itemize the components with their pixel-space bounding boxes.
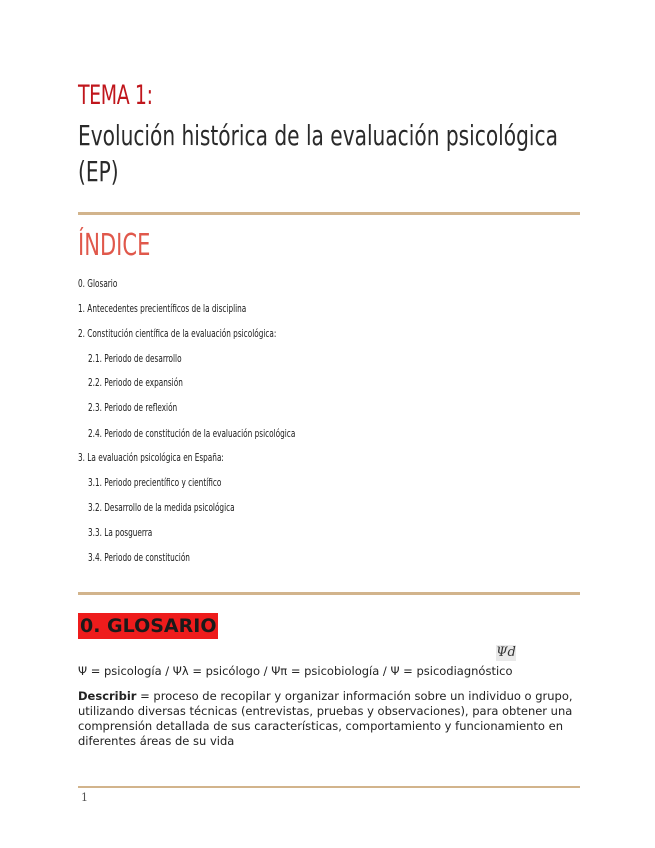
tema-label: TEMA 1: — [78, 80, 153, 111]
divider-top — [78, 212, 580, 215]
toc-item[interactable]: 3.4. Periodo de constitución — [88, 551, 190, 564]
psi-logo-icon: Ψd — [496, 645, 516, 660]
toc-item[interactable]: 3.2. Desarrollo de la medida psicológica — [88, 501, 235, 514]
toc-item[interactable]: 2.4. Periodo de constitución de la evaluación psicológica — [88, 427, 296, 440]
toc-item[interactable]: 2.1. Periodo de desarrollo — [88, 352, 182, 365]
toc-item[interactable]: 2.3. Periodo de reflexión — [88, 401, 178, 414]
toc-item[interactable]: 0. Glosario — [78, 277, 118, 290]
toc-item[interactable]: 3.1. Periodo precientífico y científico — [88, 476, 222, 489]
indice-title: ÍNDICE — [78, 228, 151, 263]
divider-footer — [78, 786, 580, 788]
toc-item[interactable]: 1. Antecedentes precientíficos de la disciplina — [78, 302, 247, 315]
describir-term: Describir — [78, 689, 137, 703]
divider-middle — [78, 592, 580, 595]
glosario-heading: 0. GLOSARIO — [80, 615, 217, 637]
title-line-1: Evolución histórica de la evaluación psicológica — [78, 119, 558, 152]
toc-item[interactable]: 3.3. La posguerra — [88, 526, 153, 539]
describir-definition — [78, 689, 578, 749]
page-number: 1 — [81, 791, 88, 804]
psi-abbreviations: Ψ = psicología / Ψλ = psicólogo / Ψπ = psicobiología / Ψ = psicodiagnóstico — [78, 664, 513, 678]
document-title — [78, 118, 558, 190]
toc-item[interactable]: 2.2. Periodo de expansión — [88, 376, 183, 389]
toc-item[interactable]: 2. Constitución científica de la evaluación psicológica: — [78, 327, 277, 340]
toc-item[interactable]: 3. La evaluación psicológica en España: — [78, 451, 224, 464]
describir-text: = proceso de recopilar y organizar información sobre un individuo o grupo, utilizando diversas técnicas (entrevistas, pruebas y observaciones), para obtener una comprensión detallada de sus características, comportamiento y funcionamiento en diferentes áreas de su vida — [78, 689, 573, 748]
title-line-2: (EP) — [78, 155, 119, 188]
